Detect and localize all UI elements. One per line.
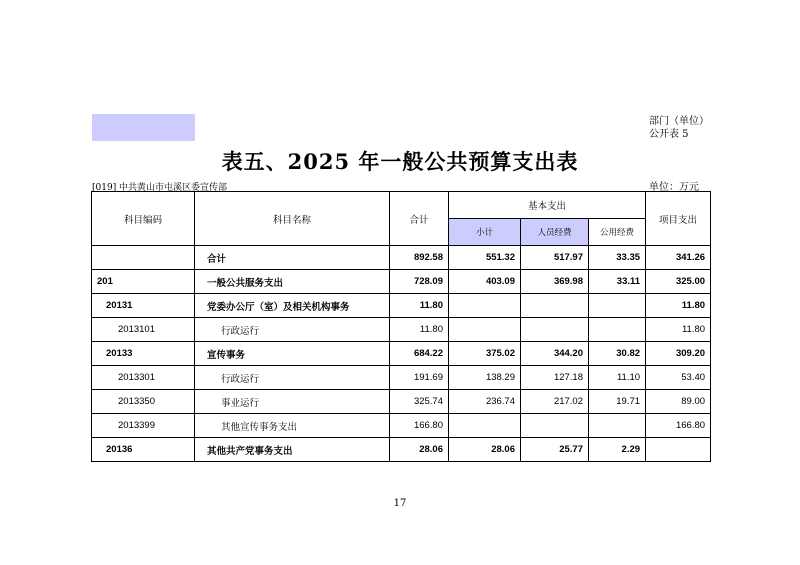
unit-label: 单位：万元 — [649, 182, 699, 193]
row-code: 20133 — [92, 342, 195, 366]
row-total: 28.06 — [390, 438, 449, 462]
row-code: 2013301 — [92, 366, 195, 390]
col-header-personnel: 人员经费 — [521, 219, 589, 246]
row-project: 11.80 — [646, 294, 711, 318]
highlight-box — [92, 114, 195, 141]
page-title: 表五、2025 年一般公共预算支出表 — [221, 149, 579, 174]
row-code: 2013350 — [92, 390, 195, 414]
row-code: 201 — [92, 270, 195, 294]
row-subtotal: 551.32 — [449, 246, 521, 270]
row-personnel: 127.18 — [521, 366, 589, 390]
row-total: 684.22 — [390, 342, 449, 366]
row-name: 其他共产党事务支出 — [195, 438, 390, 462]
row-public: 19.71 — [589, 390, 646, 414]
row-public: 11.10 — [589, 366, 646, 390]
table-row — [92, 318, 711, 342]
row-code: 2013399 — [92, 414, 195, 438]
col-header-basic: 基本支出 — [449, 192, 646, 219]
row-total: 11.80 — [390, 294, 449, 318]
row-personnel — [521, 294, 589, 318]
organization-label: [019] 中共黄山市屯溪区委宣传部 — [92, 183, 228, 193]
row-name: 事业运行 — [195, 390, 390, 414]
row-public: 33.11 — [589, 270, 646, 294]
row-total: 166.80 — [390, 414, 449, 438]
row-name: 其他宣传事务支出 — [195, 414, 390, 438]
row-subtotal — [449, 294, 521, 318]
page-number: 17 — [393, 498, 407, 509]
row-total: 325.74 — [390, 390, 449, 414]
table-row — [92, 270, 711, 294]
row-name: 合计 — [195, 246, 390, 270]
col-header-name: 科目名称 — [195, 192, 390, 246]
col-header-public: 公用经费 — [589, 219, 646, 246]
row-subtotal: 28.06 — [449, 438, 521, 462]
row-public: 2.29 — [589, 438, 646, 462]
row-project: 309.20 — [646, 342, 711, 366]
row-code: 20131 — [92, 294, 195, 318]
row-name: 行政运行 — [195, 318, 390, 342]
row-project: 166.80 — [646, 414, 711, 438]
row-project: 53.40 — [646, 366, 711, 390]
col-header-project: 项目支出 — [646, 192, 711, 246]
row-name: 党委办公厅（室）及相关机构事务 — [195, 294, 390, 318]
row-public: 33.35 — [589, 246, 646, 270]
table-row — [92, 390, 711, 414]
row-total: 892.58 — [390, 246, 449, 270]
row-project: 11.80 — [646, 318, 711, 342]
header-right — [649, 115, 709, 141]
row-subtotal — [449, 414, 521, 438]
row-total: 728.09 — [390, 270, 449, 294]
row-personnel: 517.97 — [521, 246, 589, 270]
row-name: 宣传事务 — [195, 342, 390, 366]
row-subtotal: 403.09 — [449, 270, 521, 294]
row-subtotal: 236.74 — [449, 390, 521, 414]
table-row — [92, 366, 711, 390]
row-personnel: 369.98 — [521, 270, 589, 294]
row-name: 一般公共服务支出 — [195, 270, 390, 294]
row-project: 325.00 — [646, 270, 711, 294]
row-public — [589, 294, 646, 318]
row-public — [589, 318, 646, 342]
table-row — [92, 246, 711, 270]
row-personnel — [521, 318, 589, 342]
row-subtotal: 375.02 — [449, 342, 521, 366]
row-personnel — [521, 414, 589, 438]
row-code: 2013101 — [92, 318, 195, 342]
row-personnel: 25.77 — [521, 438, 589, 462]
row-subtotal: 138.29 — [449, 366, 521, 390]
col-header-code: 科目编码 — [92, 192, 195, 246]
dept-label: 部门（单位） — [649, 116, 709, 127]
row-code — [92, 246, 195, 270]
row-project: 341.26 — [646, 246, 711, 270]
table-row — [92, 438, 711, 462]
row-code: 20136 — [92, 438, 195, 462]
row-personnel: 344.20 — [521, 342, 589, 366]
row-name: 行政运行 — [195, 366, 390, 390]
row-project: 89.00 — [646, 390, 711, 414]
row-personnel: 217.02 — [521, 390, 589, 414]
row-project — [646, 438, 711, 462]
col-header-subtotal: 小计 — [449, 219, 521, 246]
row-subtotal — [449, 318, 521, 342]
budget-table — [91, 191, 711, 462]
table-row — [92, 294, 711, 318]
row-public: 30.82 — [589, 342, 646, 366]
table-row — [92, 414, 711, 438]
row-public — [589, 414, 646, 438]
col-header-total: 合计 — [390, 192, 449, 246]
table-number: 公开表 5 — [649, 129, 689, 140]
row-total: 11.80 — [390, 318, 449, 342]
row-total: 191.69 — [390, 366, 449, 390]
table-row — [92, 342, 711, 366]
